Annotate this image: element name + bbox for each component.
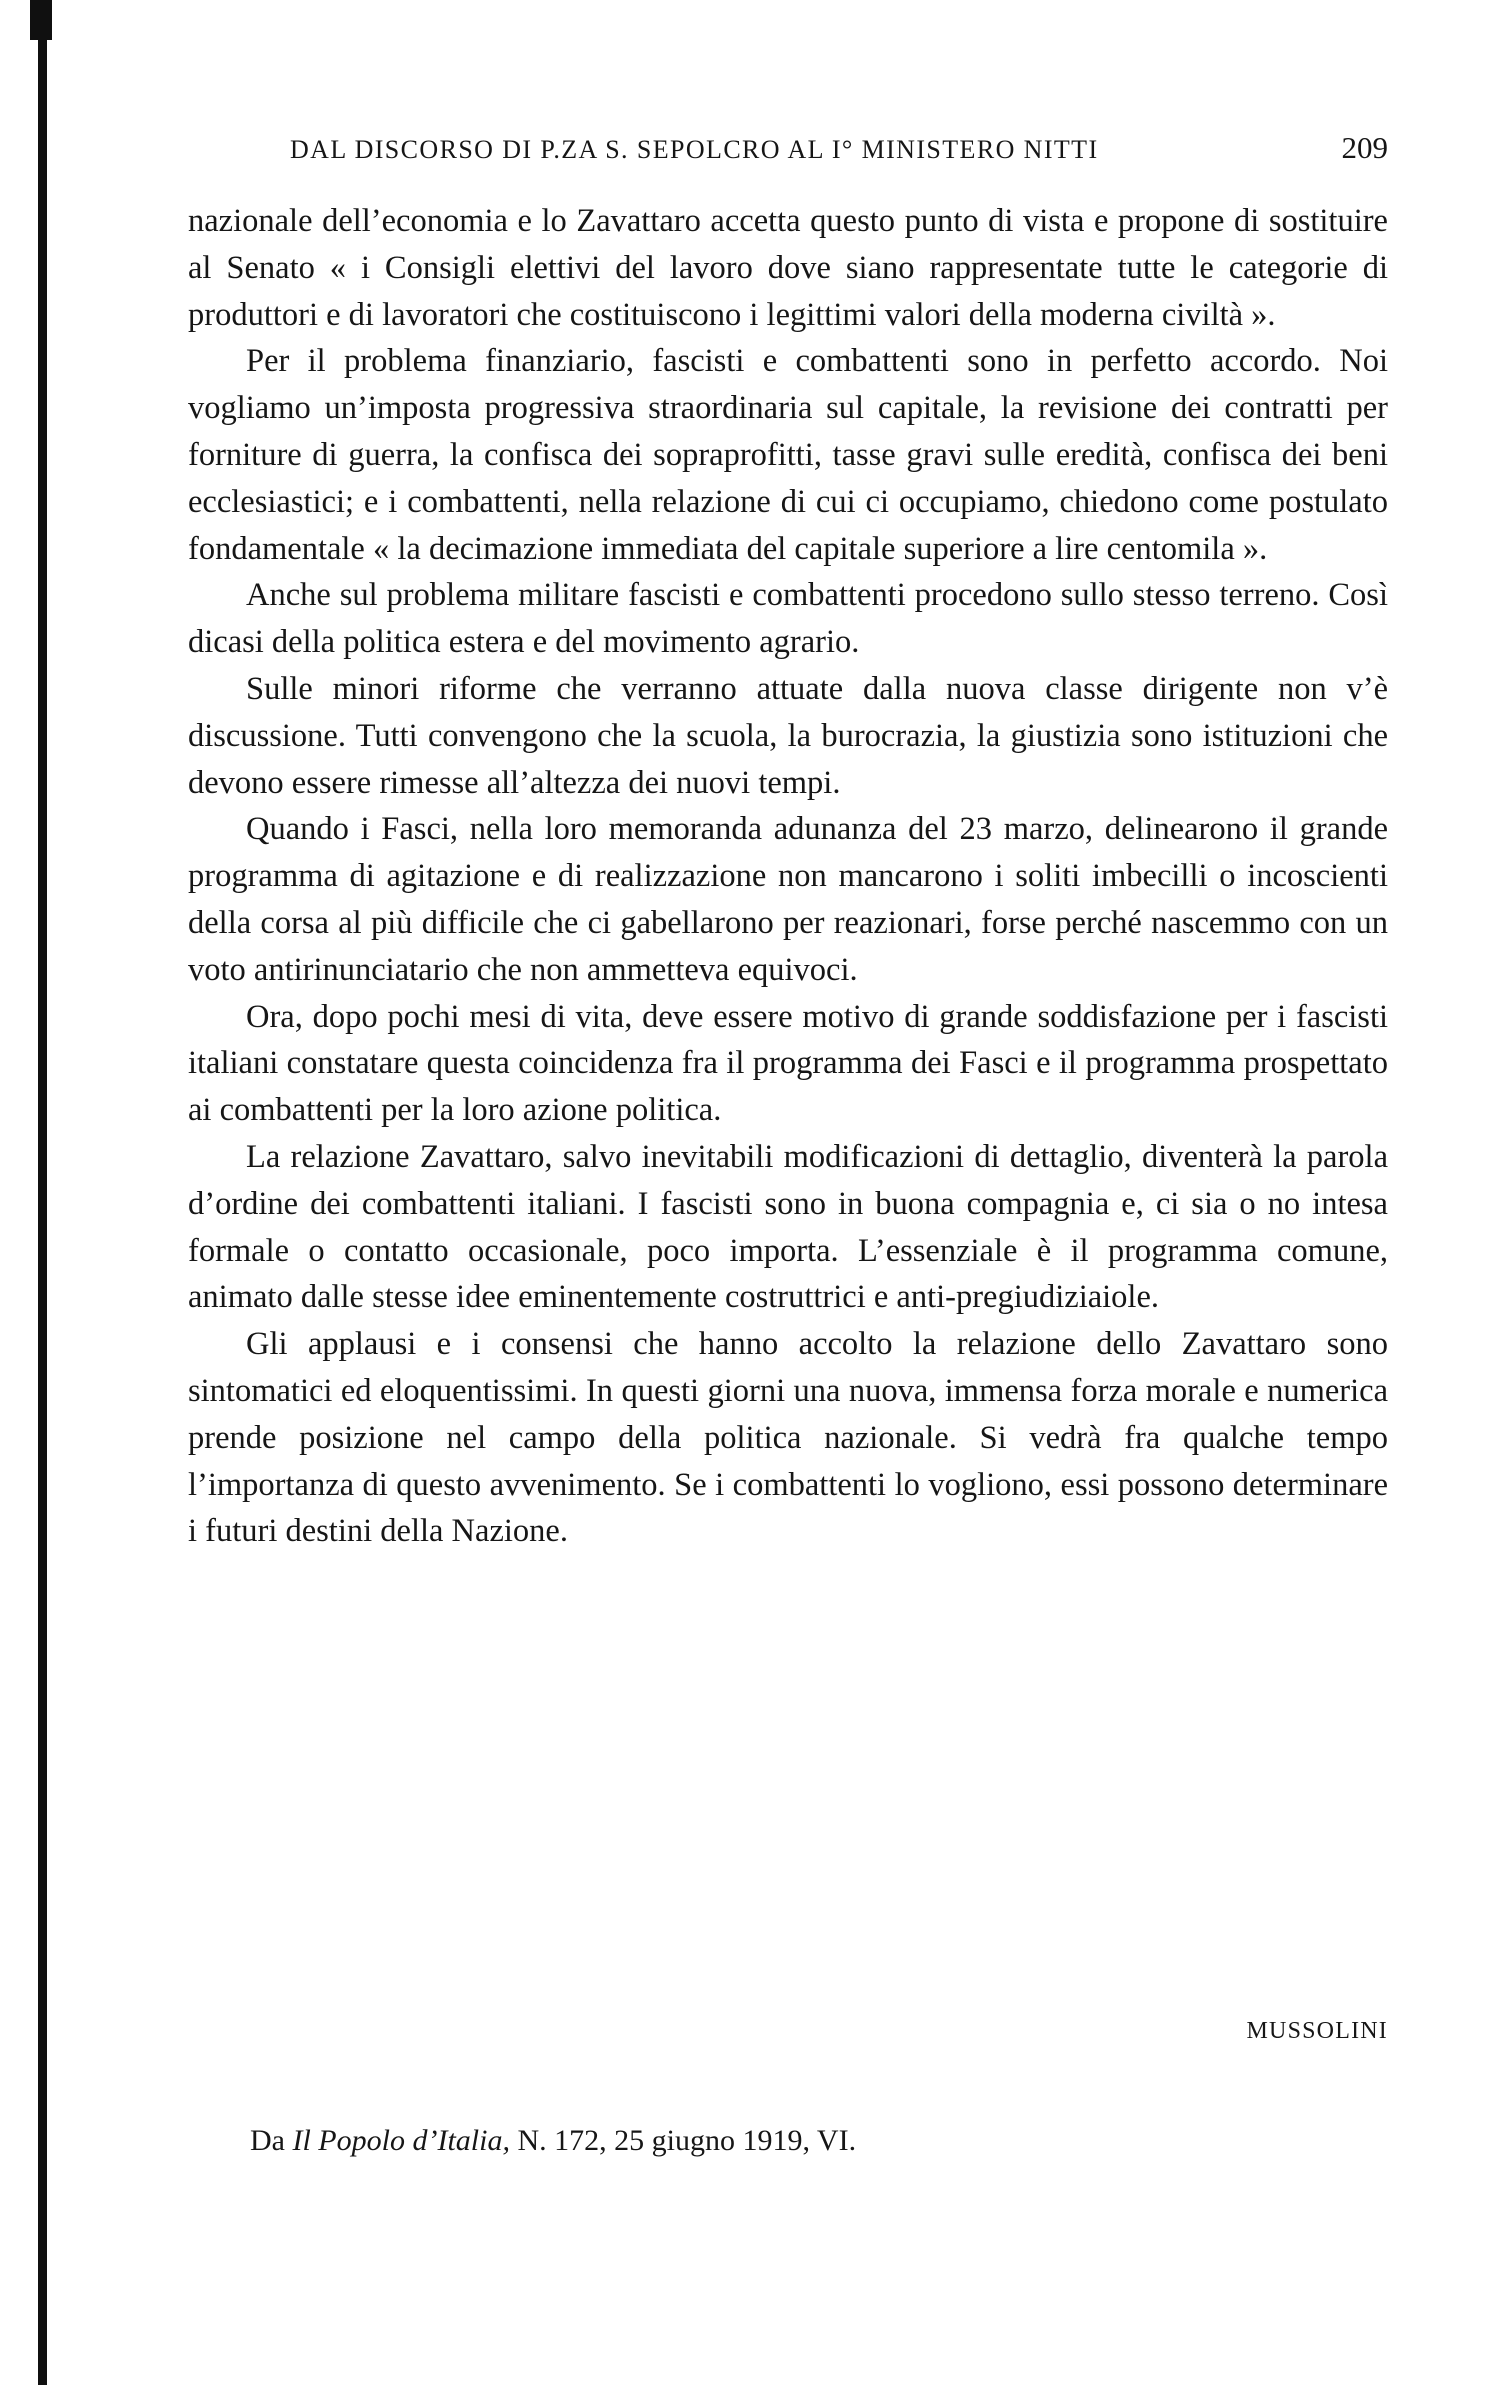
paragraph: Anche sul problema militare fascisti e combattenti procedono sullo stesso terreno. Così dicasi della politica estera e del movimento agrario. [188, 577, 1388, 661]
paragraph: Gli applausi e i consensi che hanno accolto la relazione dello Zavattaro sono sintomatici ed eloquentissimi. In questi giorni una nuova, immensa forza morale e numerica prende posizione nel campo della politica nazionale. Si vedrà fra qualche tempo l’importanza di questo avvenimento. Se i combattenti lo vogliono, essi possono determinare i futuri destini della Nazione. [188, 1326, 1388, 1550]
paragraph: nazionale dell’economia e lo Zavattaro accetta questo punto di vista e propone di sostituire al Senato « i Consigli elettivi del lavoro dove siano rappresentate tutte le categorie di produttori e di lavoratori che costituiscono i legittimi valori della moderna civiltà ». [188, 203, 1388, 333]
body-text [188, 198, 1388, 1555]
source-prefix: Da [250, 2124, 285, 2157]
paragraph: Ora, dopo pochi mesi di vita, deve essere motivo di grande soddisfazione per i fascisti italiani constatare questa coincidenza fra il programma dei Fasci e il programma prospettato ai combattenti per la loro azione politica. [188, 998, 1388, 1129]
page-number: 209 [1341, 130, 1388, 165]
source-journal: Il Popolo d’Italia, [292, 2124, 510, 2157]
paragraph: Sulle minori riforme che verranno attuate dalla nuova classe dirigente non v’è discussione. Tutti convengono che la scuola, la burocrazia, la giustizia sono istituzioni che devono essere rimesse all’altezza dei nuovi tempi. [188, 670, 1388, 801]
source-details: N. 172, 25 giugno 1919, VI. [517, 2124, 857, 2157]
running-head [290, 130, 1388, 170]
binding-shadow [38, 0, 47, 2385]
running-title: DAL DISCORSO DI P.ZA S. SEPOLCRO AL I° MINISTERO NITTI [290, 135, 1099, 164]
paragraph: Quando i Fasci, nella loro memoranda adunanza del 23 marzo, delinearono il grande programma di agitazione e di realizzazione non mancarono i soliti imbecilli o incoscienti della corsa al più difficile che ci gabellarono per reazionari, forse perché nascemmo con un voto antirinunciatario che non ammetteva equivoci. [188, 811, 1388, 988]
paragraph: Per il problema finanziario, fascisti e combattenti sono in perfetto accordo. Noi vogliamo un’imposta progressiva straordinaria sul capitale, la revisione dei contratti per forniture di guerra, la confisca dei sopraprofitti, tasse gravi sulle eredità, confisca dei beni ecclesiastici; e i combattenti, nella relazione di cui ci occupiamo, chiedono come postulato fondamentale « la decimazione immediata del capitale superiore a lire centomila ». [188, 343, 1388, 567]
paragraph: La relazione Zavattaro, salvo inevitabili modificazioni di dettaglio, diventerà la parola d’ordine dei combattenti italiani. I fascisti sono in buona compagnia e, ci sia o no intesa formale o contatto occasionale, poco importa. L’essenziale è il programma comune, animato dalle stesse idee eminentemente costruttrici e anti-pregiudiziaiole. [188, 1138, 1388, 1316]
author-signature: MUSSOLINI [1246, 2018, 1388, 2044]
source-citation [250, 2124, 1150, 2158]
